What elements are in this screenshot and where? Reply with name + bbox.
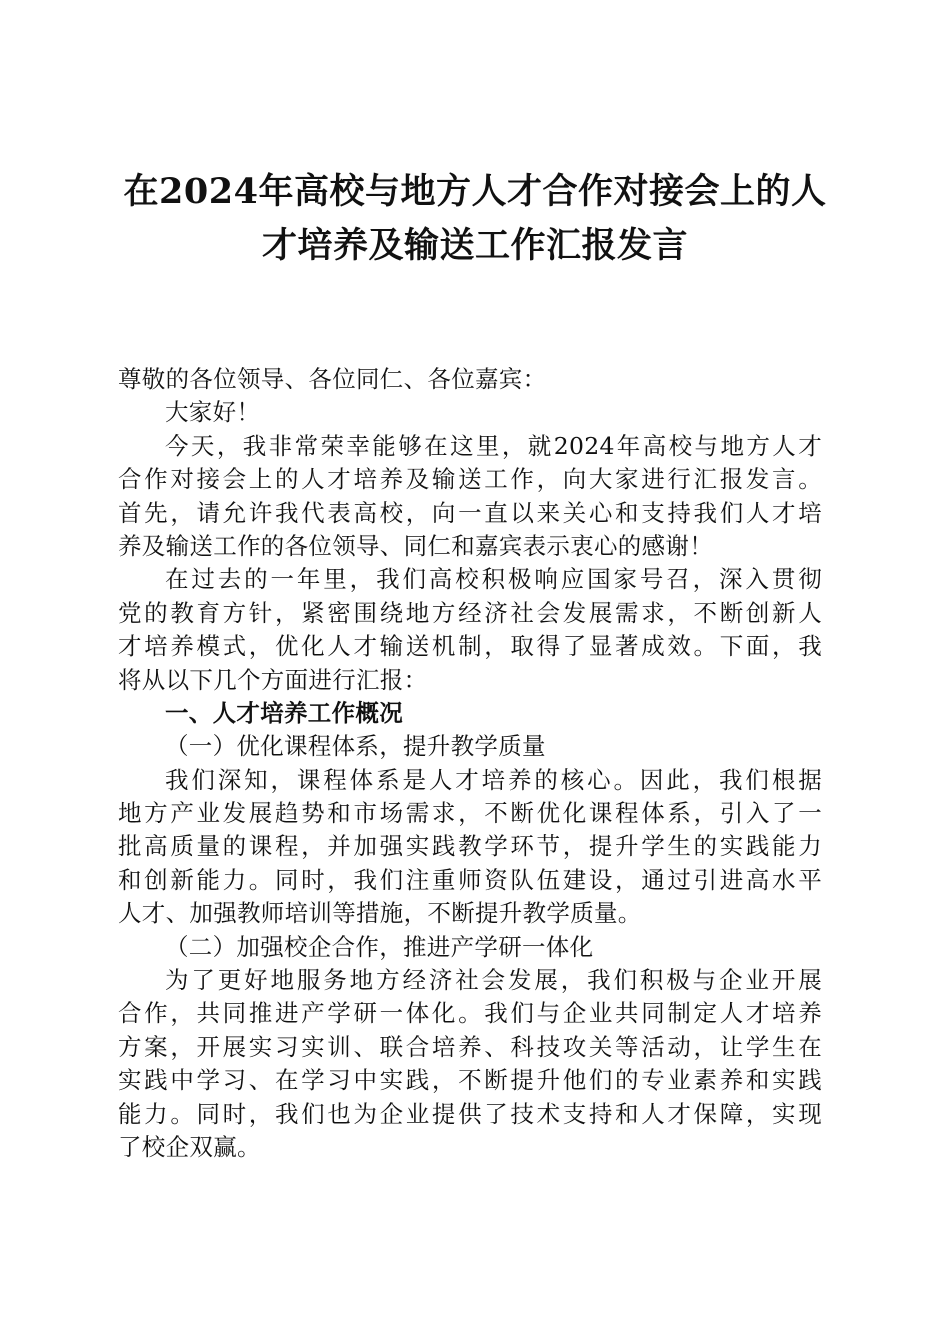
paragraph-line: 人才、加强教师培训等措施，不断提升教学质量。	[118, 899, 642, 928]
title-line-2: 才培养及输送工作汇报发言	[261, 225, 688, 266]
paragraph-line: 养及输送工作的各位领导、同仁和嘉宾表示衷心的感谢！	[118, 531, 713, 560]
paragraph-line: 在过去的一年里，我们高校积极响应国家号召，深入贯彻	[165, 565, 822, 594]
subsection-heading: （二）加强校企合作，推进产学研一体化	[165, 932, 594, 961]
paragraph-line: 实践中学习、在学习中实践，不断提升他们的专业素养和实践	[118, 1066, 822, 1095]
subsection-heading: （一）优化课程体系，提升教学质量	[165, 732, 546, 761]
title-line-1: 在2024年高校与地方人才合作对接会上的人	[123, 171, 827, 212]
paragraph-line: 首先，请允许我代表高校，向一直以来关心和支持我们人才培	[118, 498, 822, 527]
paragraph-line: 方案，开展实习实训、联合培养、科技攻关等活动，让学生在	[118, 1032, 822, 1061]
paragraph-line: 我们深知，课程体系是人才培养的核心。因此，我们根据	[165, 765, 822, 794]
paragraph-line: 为了更好地服务地方经济社会发展，我们积极与企业开展	[165, 966, 822, 995]
paragraph-line: 今天，我非常荣幸能够在这里，就2024年高校与地方人才	[165, 431, 822, 460]
paragraph-line: 和创新能力。同时，我们注重师资队伍建设，通过引进高水平	[118, 865, 822, 894]
document-body	[118, 363, 822, 1164]
section-heading: 一、人才培养工作概况	[165, 698, 403, 727]
document-title	[110, 165, 840, 273]
paragraph-line: 合作，共同推进产学研一体化。我们与企业共同制定人才培养	[118, 999, 822, 1028]
paragraph-line: 将从以下几个方面进行汇报：	[118, 665, 428, 694]
greeting: 大家好！	[165, 398, 261, 427]
paragraph-line: 合作对接会上的人才培养及输送工作，向大家进行汇报发言。	[118, 465, 822, 494]
paragraph-line: 批高质量的课程，并加强实践教学环节，提升学生的实践能力	[118, 832, 822, 861]
paragraph-line: 才培养模式，优化人才输送机制，取得了显著成效。下面，我	[118, 632, 822, 661]
paragraph-line: 地方产业发展趋势和市场需求，不断优化课程体系，引入了一	[118, 799, 822, 828]
paragraph-line: 了校企双赢。	[118, 1132, 261, 1161]
paragraph-line: 党的教育方针，紧密围绕地方经济社会发展需求，不断创新人	[118, 598, 822, 627]
salutation: 尊敬的各位领导、各位同仁、各位嘉宾：	[118, 365, 547, 393]
paragraph-line: 能力。同时，我们也为企业提供了技术支持和人才保障，实现	[118, 1099, 822, 1128]
